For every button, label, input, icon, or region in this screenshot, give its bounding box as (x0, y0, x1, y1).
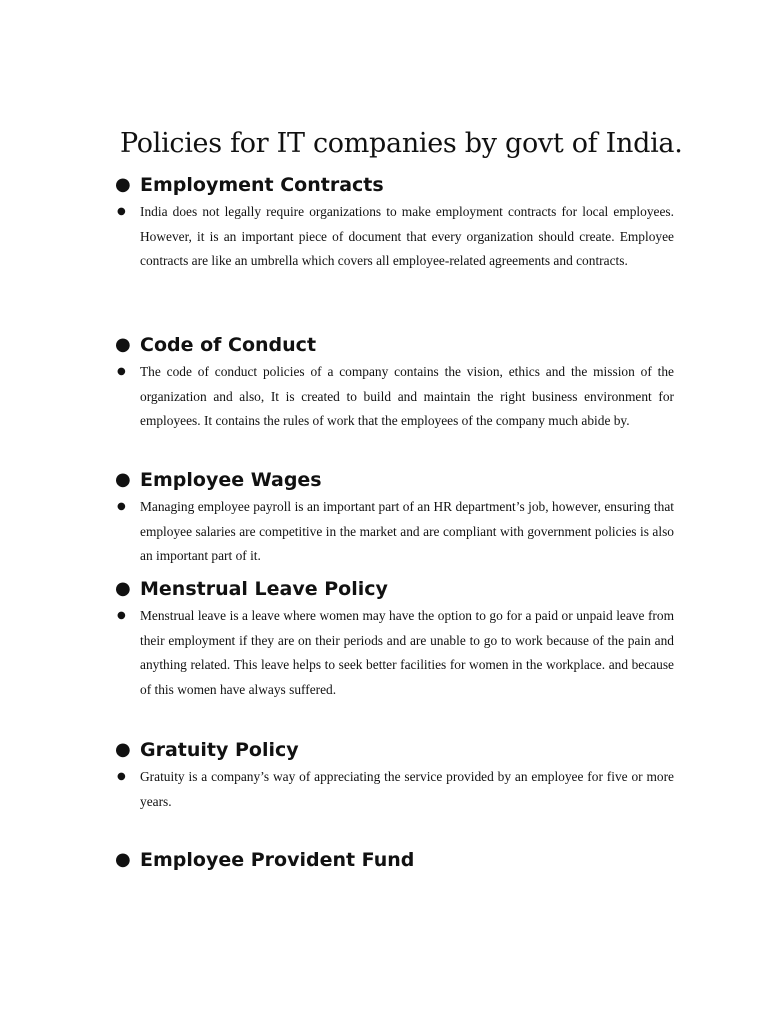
section-heading-text: Menstrual Leave Policy (140, 578, 388, 600)
bullet-icon: ● (115, 469, 131, 490)
section-heading (0, 467, 768, 495)
section-paragraph-text: Gratuity is a company’s way of appreciating the service provided by an employee for five or more years. (140, 769, 674, 809)
bullet-icon: ● (117, 366, 126, 377)
section-heading (0, 847, 768, 875)
section-paragraph (0, 765, 768, 814)
section-code-of-conduct (0, 332, 768, 434)
bullet-icon: ● (115, 739, 131, 760)
section-paragraph-text: Managing employee payroll is an important part of an HR department’s job, however, ensuring that employee salaries are competitive in the market and are compliant with government policies is also an important part of it. (140, 499, 674, 564)
section-menstrual-leave-policy (0, 576, 768, 702)
bullet-icon: ● (115, 578, 131, 599)
section-employee-wages (0, 467, 768, 569)
section-heading-text: Gratuity Policy (140, 739, 299, 761)
section-employment-contracts (0, 172, 768, 274)
section-heading (0, 332, 768, 360)
section-heading-text: Code of Conduct (140, 334, 317, 356)
bullet-icon: ● (115, 849, 131, 870)
bullet-icon: ● (115, 174, 131, 195)
section-paragraph (0, 200, 768, 274)
bullet-icon: ● (117, 501, 126, 512)
section-paragraph (0, 495, 768, 569)
section-paragraph (0, 604, 768, 702)
bullet-icon: ● (117, 771, 126, 782)
section-heading-text: Employment Contracts (140, 174, 384, 196)
section-gratuity-policy (0, 737, 768, 814)
section-paragraph (0, 360, 768, 434)
section-heading-text: Employee Wages (140, 469, 322, 491)
section-paragraph-text: Menstrual leave is a leave where women may have the option to go for a paid or unpaid leave from their employment if they are on their periods and are unable to go to work because of the pain and anything related. This leave helps to seek better facilities for women in the workplace. and because of this women have always suffered. (140, 608, 674, 697)
document-title: Policies for IT companies by govt of India. (120, 128, 683, 159)
bullet-icon: ● (117, 206, 126, 217)
section-heading (0, 576, 768, 604)
section-heading-text: Employee Provident Fund (140, 849, 415, 871)
section-paragraph-text: India does not legally require organizations to make employment contracts for local employees. However, it is an important piece of document that every organization should create. Employee contracts are like an umbrella which covers all employee-related agreements and contracts. (140, 204, 674, 269)
section-employee-provident-fund (0, 847, 768, 875)
section-heading (0, 172, 768, 200)
section-paragraph-text: The code of conduct policies of a company contains the vision, ethics and the mission of the organization and also, It is created to build and maintain the right business environment for employees. It contains the rules of work that the employees of the company much abide by. (140, 364, 674, 429)
bullet-icon: ● (115, 334, 131, 355)
section-heading (0, 737, 768, 765)
bullet-icon: ● (117, 610, 126, 621)
